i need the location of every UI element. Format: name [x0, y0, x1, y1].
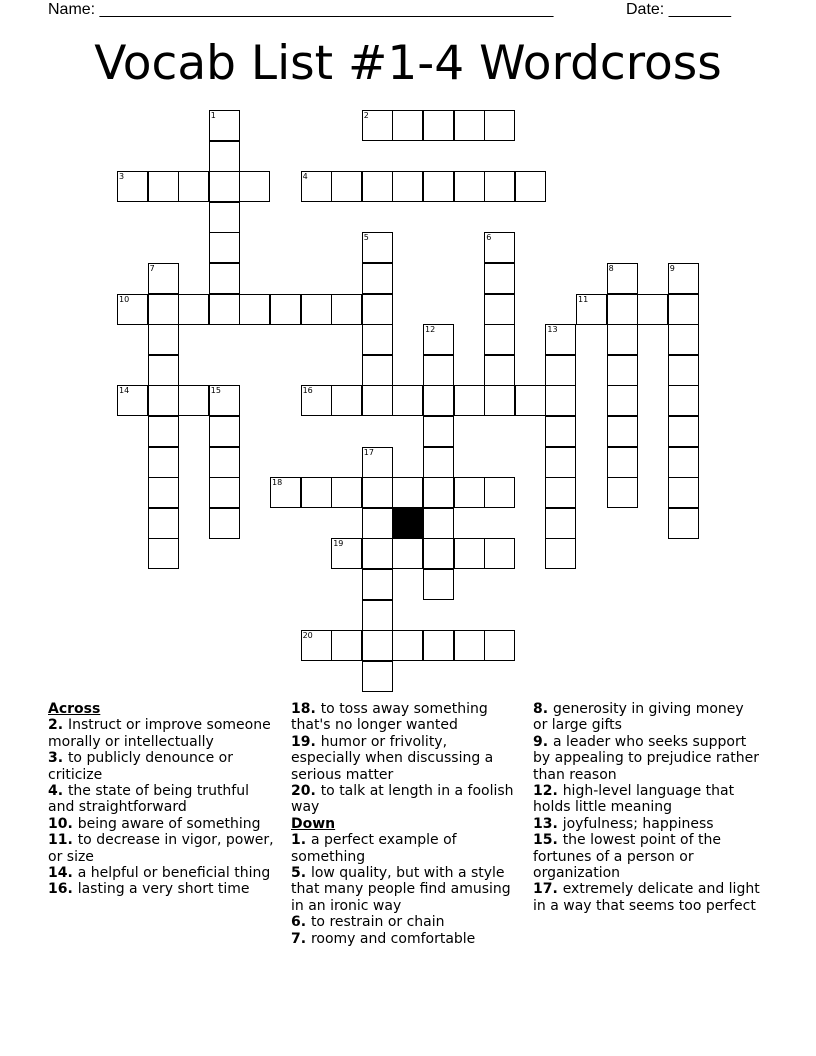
clue-number-10: 10 — [119, 294, 130, 304]
clue-number-15: 15 — [210, 386, 221, 396]
grid-cell[interactable] — [209, 202, 240, 233]
clue-number: 19. — [291, 733, 321, 750]
clue-number-6: 6 — [486, 233, 492, 243]
grid-cell[interactable] — [331, 477, 362, 508]
clue-number-20: 20 — [302, 631, 313, 641]
clue-text: a perfect example of something — [291, 832, 457, 865]
grid-cell[interactable] — [423, 171, 454, 202]
grid-cell[interactable] — [607, 324, 638, 355]
grid-cell[interactable] — [423, 538, 454, 569]
grid-cell[interactable] — [331, 294, 362, 325]
grid-cell[interactable] — [668, 477, 699, 508]
clue-text: to decrease in vigor, power, or size — [48, 832, 274, 865]
grid-cell[interactable] — [423, 477, 454, 508]
grid-cell[interactable] — [148, 355, 179, 386]
grid-cell[interactable] — [362, 263, 393, 294]
clue-number: 14. — [48, 865, 78, 882]
grid-cell[interactable] — [454, 538, 485, 569]
name-field[interactable]: Name: ___________________________________________________ — [48, 1, 554, 18]
grid-cell[interactable] — [392, 630, 423, 661]
grid-cell[interactable] — [668, 447, 699, 478]
clue-number: 18. — [291, 701, 321, 717]
clue-number: 11. — [48, 832, 78, 849]
grid-cell[interactable] — [209, 141, 240, 172]
grid-cell[interactable] — [148, 294, 179, 325]
grid-cell[interactable] — [148, 538, 179, 569]
grid-cell[interactable] — [423, 385, 454, 416]
grid-cell[interactable] — [668, 385, 699, 416]
clue-text: roomy and comfortable — [310, 930, 476, 947]
grid-cell[interactable] — [148, 385, 179, 416]
page-title: Vocab List #1-4 Wordcross — [94, 36, 722, 91]
grid-cell[interactable] — [607, 477, 638, 508]
clue-number-8: 8 — [608, 264, 614, 273]
clues-column-3 — [533, 701, 761, 914]
grid-cell[interactable] — [209, 508, 240, 539]
grid-cell[interactable] — [392, 171, 423, 202]
grid-cell[interactable] — [545, 508, 576, 539]
grid-cell[interactable] — [362, 630, 393, 661]
grid-cell[interactable] — [331, 630, 362, 661]
clue-text: Instruct or improve someone morally or intellectually — [48, 717, 271, 750]
grid-cell[interactable] — [545, 385, 576, 416]
grid-cell[interactable] — [178, 171, 209, 202]
grid-cell[interactable] — [331, 385, 362, 416]
black-cell — [392, 508, 423, 539]
clue-number: 5. — [291, 865, 311, 882]
grid-cell[interactable] — [239, 171, 270, 202]
grid-cell[interactable] — [668, 324, 699, 355]
grid-cell[interactable] — [607, 355, 638, 386]
grid-cell[interactable] — [209, 171, 240, 202]
clue-number-12: 12 — [425, 325, 436, 335]
grid-cell[interactable] — [545, 538, 576, 569]
clue-text: the lowest point of the fortunes of a person or organization — [533, 832, 721, 882]
grid-cell[interactable] — [362, 385, 393, 416]
clue-item — [533, 701, 761, 734]
grid-cell[interactable] — [148, 416, 179, 447]
grid-cell[interactable] — [668, 508, 699, 539]
clue-text: to talk at length in a foolish way — [291, 783, 514, 816]
grid-cell[interactable] — [178, 294, 209, 325]
grid-cell[interactable] — [362, 324, 393, 355]
grid-cell[interactable] — [484, 355, 515, 386]
clue-item — [533, 816, 761, 832]
clue-number: 3. — [48, 750, 68, 767]
across-heading: Across — [48, 701, 101, 717]
grid-cell[interactable] — [362, 171, 393, 202]
clue-number: 6. — [291, 914, 311, 931]
grid-cell[interactable] — [423, 630, 454, 661]
grid-cell[interactable] — [209, 232, 240, 263]
grid-cell[interactable] — [454, 385, 485, 416]
clue-item — [48, 832, 276, 865]
grid-cell[interactable] — [484, 538, 515, 569]
clue-text: extremely delicate and light in a way that seems too perfect — [533, 881, 760, 914]
clue-item — [48, 750, 276, 783]
clue-text: the state of being truthful and straightforward — [48, 783, 249, 816]
grid-cell[interactable] — [148, 447, 179, 478]
grid-cell[interactable] — [454, 110, 485, 141]
grid-cell[interactable] — [423, 569, 454, 600]
grid-cell[interactable] — [454, 630, 485, 661]
clues-column-2 — [291, 701, 519, 947]
grid-cell[interactable] — [423, 355, 454, 386]
clue-text: to publicly denounce or criticize — [48, 750, 233, 783]
clue-number-2: 2 — [363, 111, 369, 120]
clue-number-16: 16 — [302, 386, 313, 396]
grid-cell[interactable] — [178, 385, 209, 416]
grid-cell[interactable] — [484, 385, 515, 416]
clue-item — [48, 816, 276, 832]
grid-cell[interactable] — [362, 661, 393, 692]
grid-cell[interactable] — [362, 355, 393, 386]
clue-number-11: 11 — [578, 294, 589, 304]
grid-cell[interactable] — [362, 538, 393, 569]
grid-cell[interactable] — [362, 294, 393, 325]
grid-cell[interactable] — [484, 110, 515, 141]
clue-number-4: 4 — [302, 172, 308, 182]
clue-text: to restrain or chain — [310, 914, 445, 931]
clue-number: 10. — [48, 815, 78, 832]
grid-cell[interactable] — [270, 294, 301, 325]
grid-cell[interactable] — [484, 630, 515, 661]
clue-number: 9. — [533, 733, 553, 750]
clue-text: joyfulness; happiness — [562, 815, 714, 832]
grid-cell[interactable] — [209, 263, 240, 294]
grid-cell[interactable] — [392, 110, 423, 141]
clues-column-1 — [48, 701, 276, 898]
down-heading: Down — [291, 815, 336, 832]
grid-cell[interactable] — [607, 385, 638, 416]
grid-cell[interactable] — [148, 508, 179, 539]
clue-text: being aware of something — [77, 815, 261, 832]
grid-cell[interactable] — [545, 355, 576, 386]
clue-number: 2. — [48, 717, 68, 734]
grid-cell[interactable] — [362, 508, 393, 539]
grid-cell[interactable] — [607, 447, 638, 478]
clue-text: a leader who seeks support by appealing to prejudice rather than reason — [533, 733, 759, 783]
clue-item — [291, 734, 519, 783]
clue-text: to toss away something that's no longer wanted — [291, 701, 488, 734]
grid-cell[interactable] — [423, 110, 454, 141]
clue-number-9: 9 — [669, 264, 675, 273]
clue-item — [533, 881, 761, 914]
grid-cell[interactable] — [392, 538, 423, 569]
clue-item — [291, 865, 519, 914]
clue-number: 1. — [291, 832, 311, 849]
grid-cell[interactable] — [454, 477, 485, 508]
clue-item — [48, 783, 276, 816]
grid-cell[interactable] — [607, 416, 638, 447]
clue-number: 17. — [533, 881, 563, 898]
grid-cell[interactable] — [209, 477, 240, 508]
grid-cell[interactable] — [454, 171, 485, 202]
clue-item — [48, 881, 276, 897]
clue-number-7: 7 — [149, 264, 155, 273]
grid-cell[interactable] — [148, 477, 179, 508]
clue-number: 15. — [533, 832, 563, 849]
clue-text: low quality, but with a style that many people find amusing in an ironic way — [291, 865, 511, 914]
clue-number: 16. — [48, 881, 78, 898]
clue-text: high-level language that holds little meaning — [533, 783, 735, 816]
clue-text: humor or frivolity, especially when discussing a serious matter — [291, 733, 494, 783]
grid-cell[interactable] — [209, 447, 240, 478]
grid-cell[interactable] — [331, 171, 362, 202]
clue-text: a helpful or beneficial thing — [77, 865, 271, 882]
clue-item — [533, 832, 761, 881]
grid-cell[interactable] — [392, 385, 423, 416]
clue-number-5: 5 — [363, 233, 369, 243]
grid-cell[interactable] — [668, 294, 699, 325]
clue-number: 8. — [533, 701, 553, 717]
clue-number: 20. — [291, 783, 321, 800]
grid-cell[interactable] — [668, 355, 699, 386]
date-field[interactable]: Date: _______ — [626, 1, 731, 18]
grid-cell[interactable] — [209, 416, 240, 447]
grid-cell[interactable] — [484, 263, 515, 294]
clue-item — [291, 914, 519, 930]
grid-cell[interactable] — [637, 294, 668, 325]
clue-item — [48, 717, 276, 750]
clue-number-1: 1 — [210, 111, 216, 120]
clue-item — [291, 832, 519, 865]
grid-cell[interactable] — [362, 600, 393, 631]
grid-cell[interactable] — [209, 294, 240, 325]
grid-cell[interactable] — [484, 477, 515, 508]
clue-number: 13. — [533, 815, 563, 832]
clue-number: 4. — [48, 783, 68, 800]
clue-item — [291, 701, 519, 734]
grid-cell[interactable] — [668, 416, 699, 447]
clue-number-18: 18 — [272, 478, 283, 488]
clue-number-13: 13 — [547, 325, 558, 335]
grid-cell[interactable] — [301, 477, 332, 508]
clue-text: lasting a very short time — [77, 881, 250, 898]
grid-cell[interactable] — [607, 294, 638, 325]
grid-cell[interactable] — [484, 324, 515, 355]
clue-item — [291, 783, 519, 816]
grid-cell[interactable] — [423, 447, 454, 478]
clue-number-3: 3 — [119, 172, 125, 182]
grid-cell[interactable] — [423, 508, 454, 539]
grid-cell[interactable] — [545, 447, 576, 478]
grid-cell[interactable] — [148, 324, 179, 355]
grid-cell[interactable] — [301, 294, 332, 325]
grid-cell[interactable] — [545, 477, 576, 508]
grid-cell[interactable] — [545, 416, 576, 447]
clue-item — [533, 783, 761, 816]
clue-number-17: 17 — [363, 447, 374, 457]
clue-item — [533, 734, 761, 783]
grid-cell[interactable] — [515, 171, 546, 202]
clue-number: 7. — [291, 930, 311, 947]
grid-cell[interactable] — [392, 477, 423, 508]
clue-item — [48, 865, 276, 881]
clue-item — [291, 931, 519, 947]
grid-cell[interactable] — [362, 477, 393, 508]
clue-text: generosity in giving money or large gifts — [533, 701, 744, 734]
clue-number-14: 14 — [119, 386, 130, 396]
clue-number-19: 19 — [333, 539, 344, 549]
grid-cell[interactable] — [423, 416, 454, 447]
clue-number: 12. — [533, 783, 563, 800]
grid-cell[interactable] — [239, 294, 270, 325]
grid-cell[interactable] — [484, 294, 515, 325]
grid-cell[interactable] — [484, 171, 515, 202]
grid-cell[interactable] — [148, 171, 179, 202]
grid-cell[interactable] — [362, 569, 393, 600]
grid-cell[interactable] — [515, 385, 546, 416]
